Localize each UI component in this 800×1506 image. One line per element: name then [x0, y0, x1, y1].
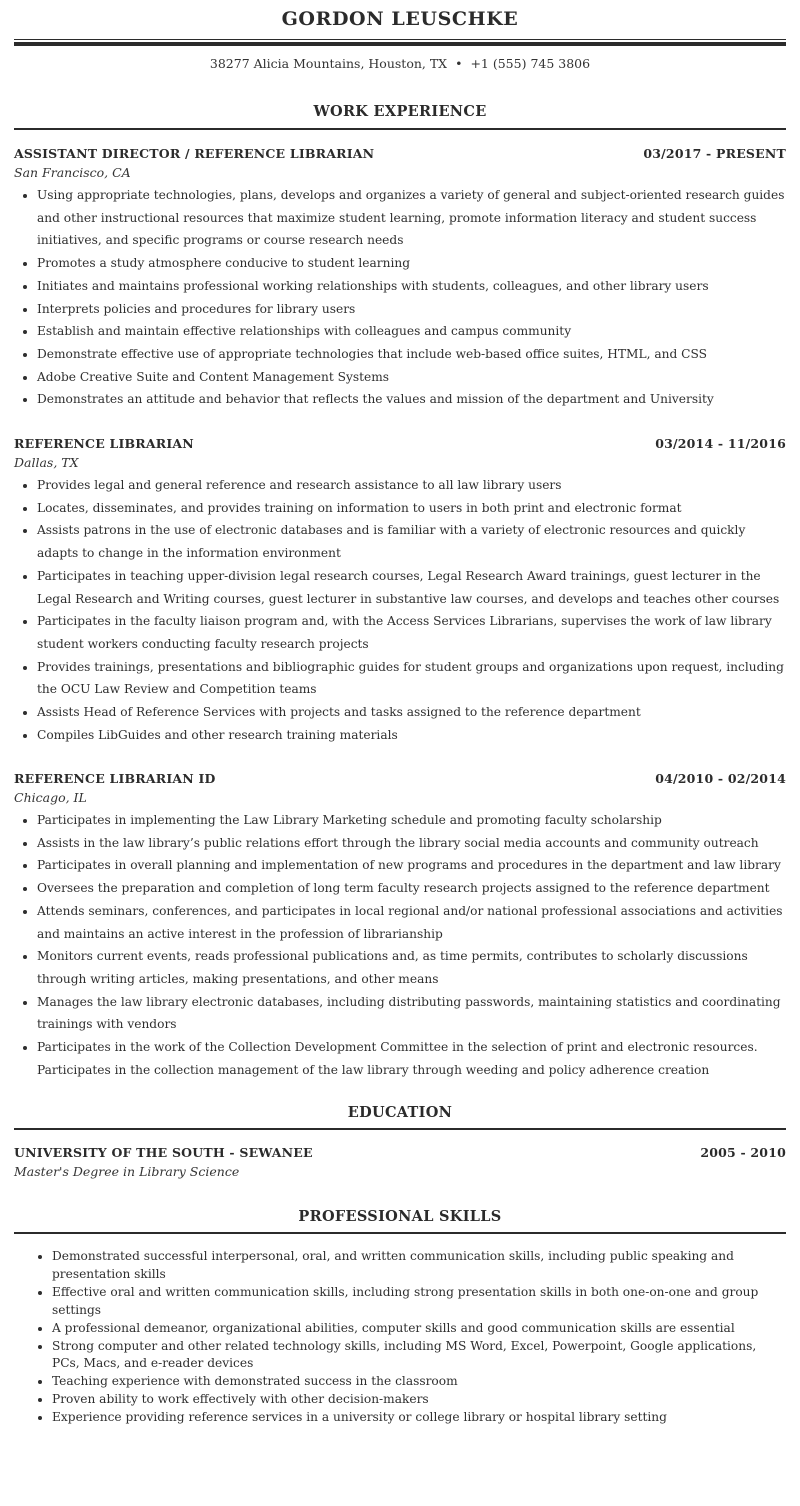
- job-dates: 04/2010 - 02/2014: [655, 771, 786, 786]
- job-title: REFERENCE LIBRARIAN: [14, 436, 194, 451]
- job-bullet: • Using appropriate technologies, plans, develops and organizes a variety of general and subject-oriented research guides and other instructional resources that maximize student learning, promote information literacy and student success initiatives, and specific programs or course research needs: [37, 184, 786, 252]
- job-title: ASSISTANT DIRECTOR / REFERENCE LIBRARIAN: [14, 146, 375, 161]
- phone: +1 (555) 745 3806: [470, 56, 591, 71]
- job-bullet: • Monitors current events, reads professional publications and, as time permits, contributes to scholarly discussions through writing articles, making presentations, and other means: [37, 945, 786, 990]
- job-bullet: • Participates in teaching upper-division legal research courses, Legal Research Award trainings, guest lecturer in the Legal Research and Writing courses, guest lecturer in substantive law courses, and develops and teaches other courses: [37, 565, 786, 610]
- job-title: REFERENCE LIBRARIAN ID: [14, 771, 216, 786]
- address: 38277 Alicia Mountains, Houston, TX: [209, 56, 448, 71]
- contact-line: [0, 56, 800, 71]
- job-bullet: • Participates in overall planning and implementation of new programs and procedures in the department and law library: [37, 854, 786, 877]
- job-bullet: • Provides trainings, presentations and bibliographic guides for student groups and organizations upon request, including the OCU Law Review and Competition teams: [37, 656, 786, 701]
- job-bullet: • Assists patrons in the use of electronic databases and is familiar with a variety of electronic resources and quickly adapts to change in the information environment: [37, 519, 786, 564]
- job-bullet: • Attends seminars, conferences, and participates in local regional and/or national professional associations and activities and maintains an active interest in the profession of librarianship: [37, 900, 786, 945]
- job-bullet: • Interprets policies and procedures for library users: [37, 298, 786, 321]
- job-entry: [14, 436, 786, 746]
- skills-block: [14, 1248, 786, 1427]
- skill-item: • Proven ability to work effectively with other decision-makers: [52, 1391, 786, 1409]
- job-bullet: • Initiates and maintains professional working relationships with students, colleagues, and other library users: [37, 275, 786, 298]
- section-title-skills: PROFESSIONAL SKILLS: [298, 1208, 502, 1225]
- degree: Master's Degree in Library Science: [14, 1164, 240, 1179]
- education-dates: 2005 - 2010: [700, 1145, 786, 1160]
- section-title-work: WORK EXPERIENCE: [313, 103, 487, 120]
- section-rule-education: [14, 1128, 786, 1130]
- job-bullet: • Oversees the preparation and completion of long term faculty research projects assigned to the reference department: [37, 877, 786, 900]
- skill-item: • Teaching experience with demonstrated success in the classroom: [52, 1373, 786, 1391]
- job-bullet: • Demonstrates an attitude and behavior that reflects the values and mission of the department and University: [37, 388, 786, 411]
- header-rule-bottom: [14, 42, 786, 46]
- education-entry: [14, 1145, 786, 1181]
- header-rule-top: [14, 39, 786, 40]
- job-bullet: • Promotes a study atmosphere conducive to student learning: [37, 252, 786, 275]
- skills-list: [14, 1248, 786, 1427]
- job-location: Chicago, IL: [14, 790, 87, 805]
- job-location: San Francisco, CA: [14, 165, 131, 180]
- job-bullets: [14, 474, 786, 746]
- section-rule-skills: [14, 1232, 786, 1234]
- job-bullet: • Demonstrate effective use of appropriate technologies that include web-based office suites, HTML, and CSS: [37, 343, 786, 366]
- school-name: UNIVERSITY OF THE SOUTH - SEWANEE: [14, 1145, 313, 1160]
- job-bullet: • Locates, disseminates, and provides training on information to users in both print and electronic format: [37, 497, 786, 520]
- job-bullet: • Assists in the law library’s public relations effort through the library social media accounts and community outreach: [37, 832, 786, 855]
- job-bullet: • Manages the law library electronic databases, including distributing passwords, maintaining statistics and coordinating trainings with vendors: [37, 991, 786, 1036]
- job-bullet: • Compiles LibGuides and other research training materials: [37, 724, 786, 747]
- section-rule-work: [14, 128, 786, 130]
- candidate-name: GORDON LEUSCHKE: [281, 8, 519, 30]
- skill-item: • Effective oral and written communication skills, including strong presentation skills in both one-on-one and group settings: [52, 1284, 786, 1320]
- job-dates: 03/2014 - 11/2016: [655, 436, 786, 451]
- job-bullet: • Provides legal and general reference and research assistance to all law library users: [37, 474, 786, 497]
- job-bullet: • Participates in the faculty liaison program and, with the Access Services Librarians, supervises the work of law library student workers conducting faculty research projects: [37, 610, 786, 655]
- job-bullets: [14, 809, 786, 1081]
- job-entry: [14, 771, 786, 1081]
- job-bullet: • Assists Head of Reference Services with projects and tasks assigned to the reference department: [37, 701, 786, 724]
- job-entry: [14, 146, 786, 411]
- job-dates: 03/2017 - PRESENT: [643, 146, 786, 161]
- section-title-education: EDUCATION: [347, 1104, 453, 1121]
- contact-separator: •: [455, 56, 463, 71]
- job-bullet: • Adobe Creative Suite and Content Management Systems: [37, 366, 786, 389]
- job-bullet: • Participates in the work of the Collection Development Committee in the selection of print and electronic resources. Participates in the collection management of the law library through weeding and policy adherence creation: [37, 1036, 786, 1081]
- skill-item: • Strong computer and other related technology skills, including MS Word, Excel, Powerpoint, Google applications, PCs, Macs, and e-reader devices: [52, 1338, 786, 1374]
- skill-item: • Experience providing reference services in a university or college library or hospital library setting: [52, 1409, 786, 1427]
- job-bullet: • Establish and maintain effective relationships with colleagues and campus community: [37, 320, 786, 343]
- job-bullet: • Participates in implementing the Law Library Marketing schedule and promoting faculty scholarship: [37, 809, 786, 832]
- job-bullets: [14, 184, 786, 411]
- skill-item: • Demonstrated successful interpersonal, oral, and written communication skills, including public speaking and presentation skills: [52, 1248, 786, 1284]
- skill-item: • A professional demeanor, organizational abilities, computer skills and good communication skills are essential: [52, 1320, 786, 1338]
- job-location: Dallas, TX: [14, 455, 79, 470]
